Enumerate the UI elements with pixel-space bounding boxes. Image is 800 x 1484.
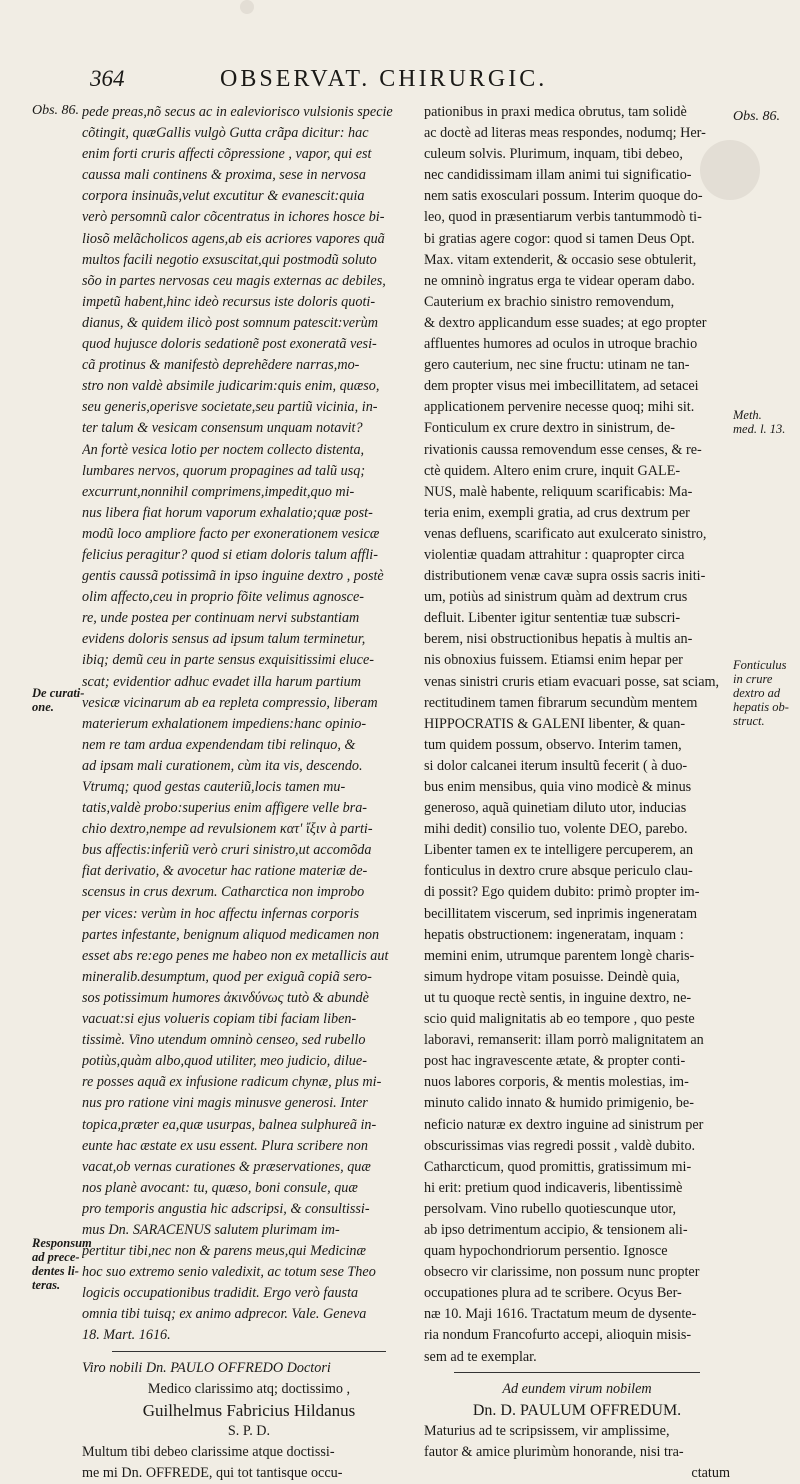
text-line: seu generis,operisve societate,seu partiũ vicinia, in- [82,399,378,416]
text-line: eunte hac æstate ex usu essent. Plura scribere non [82,1137,368,1154]
margin-note-responsum: Responsum ad prece- dentes li- teras. [32,1236,92,1292]
text-line: hi erit: pretium quod indicaveris, libentissimè [424,1179,683,1196]
text-line: felicius peragitur? quod si etiam doloris talum affli- [82,546,378,563]
text-line: impetũ habent,hinc ideò recursus iste doloris quoti- [82,293,376,310]
text-line: nus pro ratione vini magis minusve generosi. Inter [82,1095,368,1112]
text-line: nec candidissimam illam animi tui significatio- [424,167,692,184]
margin-note-obs-right: Obs. 86. [733,109,781,124]
text-line: obsecro vir clarissime, non possum nunc propter [424,1264,700,1281]
text-line: re posses aquã ex infusione radicum chynæ, plus mi- [82,1074,382,1091]
text-line: evidens doloris sensus ad ipsum talum terminetur, [82,631,366,648]
text-line: 18. Mart. 1616. [82,1327,171,1344]
text-line: ad ipsam mali curationem, cùm ita vis, descendo. [82,757,363,774]
text-line: sem ad te exemplar. [424,1348,537,1365]
margin-note-meth: Meth. med. l. 13. [733,408,786,436]
text-line: Maturius ad te scripsissem, vir amplissime, [424,1422,670,1439]
text-line: venas defluens, scarificato aut exulcerato sinistro, [424,525,707,542]
text-line: vesicæ vicinarum ab ea repleta compressio, liberam [82,694,378,711]
text-line: bi gratias agere cogor: quod si tamen Deus Opt. [424,230,695,247]
text-line: applicationem pervenire necesse quoq; mihi sit. [424,399,695,416]
text-line: occupationes plura ad te scribere. Ocyus Ber- [424,1285,682,1302]
text-line: fautor & amice plurimùm honorande, nisi tra- [424,1443,684,1460]
text-line: ut tu quoque rectè sentis, in inguine dextro, ne- [424,989,692,1006]
text-line: omnia tibi tuisq; ex animo adprecor. Vale. Geneva [82,1306,367,1323]
text-line: & dextro applicandum esse suades; at ego propter [424,314,707,331]
text-line: stro non valdè absimile judicarim:quis enim, quæso, [82,378,380,395]
right-column [424,102,730,1484]
text-line: hepatis obstructionem: ingeneratam, inquam : [424,926,684,943]
text-line: pro temporis angustia hic adscripsi, & consultissi- [82,1200,370,1217]
text-line: corpora insinuãs,velut excutitur & evanescit:quia [82,188,365,205]
text-line: modũ loco ampliore facto per exonerationem vesicæ [82,525,380,542]
text-line: persolvam. Vino rubello quotiescunque utor, [424,1200,677,1217]
text-line: nos planè avocant: tu, quæso, boni consule, quæ [82,1179,358,1196]
margin-note-de-curatione: De curati- one. [32,686,85,714]
text-line: Fonticulum ex crure dextro in sinistrum, de- [424,420,675,437]
text-line: re, unde postea per continuam nervi substantiam [82,610,360,627]
text-line: chio dextro,nempe ad revulsionem κατ' ἴξιν à parti- [82,821,373,838]
text-line: per vices: verùm in hoc affectu infernas corporis [82,905,359,922]
text-line: bus affectis:inferiũ verò cruri sinistro,ut accomõda [82,842,372,859]
text-line: memini enim, utrumque parentem longè charis- [424,947,695,964]
text-line: nis obnoxius fuissem. Etiamsi enim hepar per [424,652,683,669]
text-line: sos potissimum humores ἀκινδύνως tutò & abundè [82,989,369,1006]
divider [454,1372,700,1373]
margin-note-fonticulus: Fonticulus in crure dextro ad hepatis ob- struct. [733,658,789,728]
text-line: Cauterium ex brachio sinistro removendum, [424,293,675,310]
letter-heading-author: Guilhelmus Fabricius Hildanus [142,1400,356,1420]
text-line: neficio naturæ ex dextro inguine ad sinistrum per [424,1116,704,1133]
text-line: esset abs re:ego penes me habeo non ex metallicis aut [82,947,389,964]
text-line: si dolor calcanei iterum insultũ fecerit ( à duo- [424,757,688,774]
text-line: gero cauterium, nec sine fructu: utinam ne tan- [424,357,690,374]
text-line: verò persomnũ calor cõcentratus in ichores hosce bi- [82,209,385,226]
text-line: pertitur tibi,nec non & parens meus,qui Medicinæ [82,1243,366,1260]
text-line: logicis occupationibus tradidit. Ergo verò fausta [82,1285,359,1302]
divider [112,1351,386,1352]
text-line: minuto calido innato & humido primigenio, be- [424,1095,694,1112]
text-line: olim affecto,ceu in proprio fõite velimus agnosce- [82,589,364,606]
text-line: venas sinistri cruris etiam evacuari posse, sat sciam, [424,673,720,690]
text-line: ria nondum Francofurto accepi, alioquin misis- [424,1327,692,1344]
text-line: caussa mali continens & proxima, sese in nervosa [82,167,366,184]
left-column [82,102,416,1484]
text-line: materierum exhalationem impediens:hanc opinio- [82,715,367,732]
text-line: fonticulus in dextro crure absque periculo clau- [424,863,693,880]
text-line: næ 10. Maji 1616. Tractatum meum de dysente- [424,1306,697,1323]
text-line: defluit. Libenter igitur sententiæ tuæ subscri- [424,610,681,627]
text-line: lumbares nervos, quorum propagines ad talũ usq; [82,462,366,479]
running-title: OBSERVAT. CHIRURGIC. [220,66,548,92]
text-line: post hac ingravescente ætate, & propter conti- [424,1053,686,1070]
text-line: Vtrumq; quod gestas cauteriũ,locis tamen mu- [82,779,346,795]
text-line: HIPPOCRATIS & GALENI libenter, & quan- [424,715,686,732]
text-line: ac doctè ad literas meas respondes, nodumq; Her- [424,125,706,142]
text-line: culeum solvis. Plurimum, inquam, tibi debeo, [424,146,683,163]
text-line: teria enim, exempli gratia, ad crus dextrum per [424,504,690,521]
text-line: ab ipso detrimentum accipio, & tensionem ali- [424,1221,688,1238]
text-line: scat; evidentior adhuc evadet illa harum partium [82,673,361,690]
text-line: nem re tam ardua expendendam tibi relinquo, & [82,736,356,753]
letter-heading-line: Dn. D. PAULUM OFFREDUM. [472,1401,682,1419]
text-line: berem, nisi obstructionibus hepatis à multis an- [424,631,693,648]
letter-heading-line: Medico clarissimo atq; doctissimo , [147,1380,351,1397]
text-line: rectitudinem tamen fibrarum secundùm mentem [424,694,698,711]
text-line: ctatum [691,1465,730,1481]
text-line: bus enim mensibus, quia vino modicè & minus [424,779,692,795]
ink-speck [240,0,254,14]
letter-heading-line: Ad eundem virum nobilem [502,1380,652,1397]
text-line: Libenter tamen ex te intelligere percuperem, an [424,842,694,859]
text-line: hoc suo extremo senio valedixit, ac totum sese Theo [82,1264,376,1281]
text-line: me mi Dn. OFFREDE, qui tot tantisque occu- [82,1465,343,1481]
text-line: becillitatem viscerum, sed inprimis ingeneratam [424,905,698,922]
text-line: ter talum & vesicam consensum unquam notavit? [82,420,363,437]
text-line: obscurissimas vias regredi possit , valdè dubito. [424,1137,696,1154]
text-line: dianus, & quidem ilicò post somnum patescit:verùm [82,314,378,331]
text-line: pede preas,nõ secus ac in ealeviorisco vulsionis specie [82,104,393,120]
text-line: partes infestante, benignum aliquod medicamen non [82,926,380,943]
text-line: tissimè. Vino utendum omninò censeo, sed rubello [82,1032,366,1049]
text-line: rivationis caussa removendum esse censes, & re- [424,441,702,458]
text-line: violentiæ quadam attrahitur : quapropter circa [424,546,685,563]
text-line: gentis caussã potissimã in ipso inguine dextro , postè [82,568,384,585]
text-line: scensus in crus dexrum. Catharctica non improbo [82,884,365,901]
text-line: nus libera fiat horum vaporum exhalatio;quæ post- [82,504,373,521]
text-line: cã protinus & manifestò deprehẽdere narras,mo- [82,357,360,374]
text-line: ne omninò ingratus erga te videar operam dabo. [424,272,695,289]
text-line: scio quid malignitatis ab eo tempore , quo peste [424,1011,695,1028]
text-line: ctè quidem. Altero enim crure, inquit GALE- [424,462,681,479]
text-line: tum quidem possum, observo. Interim tamen, [424,736,682,753]
letter-heading-salutation: S. P. D. [227,1422,271,1439]
text-line: pationibus in praxi medica obrutus, tam solidè [424,104,687,120]
text-line: tatis,valdè probo:superius enim affigere velle bra- [82,800,368,817]
text-line: An fortè vesica lotio per noctem collecto distenta, [82,441,365,458]
text-line: quod hujusce doloris sedationẽ post exoneratã vesi- [82,336,377,353]
text-line: NUS, malè habente, reliquum scarificabis: Ma- [424,483,693,500]
text-line: fiat derivatio, & avocetur hac ratione materiæ de- [82,863,368,880]
text-line: topica,præter ea,quæ usurpas, balnea sulphureã in- [82,1116,377,1133]
text-line: leo, quod in præsentiarum verbis tantummodò ti- [424,209,702,226]
text-line: dem propter visus mei imbecillitatem, ad setacei [424,378,699,395]
text-line: vacat,ob vernas curationes & præservationes, quæ [82,1158,371,1175]
text-line: laboravi, remanserit: illam porrò malignitatem an [424,1032,704,1049]
text-line: excurrunt,nonnihil comprimens,impedit,quo mi- [82,483,355,500]
text-line: mus Dn. SARACENUS salutem plurimam im- [82,1221,340,1238]
page-number: 364 [90,66,125,91]
text-line: potiùs,quàm albo,quod utiliter, meo judicio, dilue- [82,1053,367,1070]
text-line: di possit? Ego quidem dubito: primò propter im- [424,884,700,901]
text-line: generoso, aquã quinetiam diluto utor, inducias [424,800,687,817]
text-line: affluentes humores ad oculos in utroque brachio [424,336,698,353]
text-line: cõtingit, quæGallis vulgò Gutta crãpa dicitur: hac [82,125,369,142]
text-line: nem satis exosculari possum. Interim quoque do- [424,188,703,205]
text-line: ibiq; demũ ceu in parte sensus exquisitissimi eluce- [82,652,374,669]
text-line: multos facili negotio exsuscitat,qui postmodũ soluto [82,251,377,268]
text-line: quam hypochondriorum persentio. Ignosce [424,1243,668,1260]
letter-heading-line: Viro nobili Dn. PAULO OFFREDO Doctori [82,1359,331,1376]
text-line: nuos labores corporis, & mentis molestias, im- [424,1074,689,1091]
text-line: enim forti cruris affecti cõpressione , vapor, qui est [82,146,372,163]
text-line: um, potiùs ad sinistrum quàm ad dextrum crus [424,589,688,606]
text-line: Catharcticum, quod promittis, gratissimum mi- [424,1158,692,1175]
margin-note-obs-left: Obs. 86. [32,103,80,118]
text-line: Multum tibi debeo clarissime atque doctissi- [82,1443,335,1460]
text-line: simum hydrope vitam posuisse. Deindè quia, [424,968,680,985]
text-line: vacuat:si ejus volueris copiam tibi faciam liben- [82,1011,357,1028]
text-line: Max. vitam extenderit, & occasio sese obtulerit, [424,251,697,268]
text-line: mihi dedit) consilio tuo, volente DEO, parebo. [424,821,688,838]
text-line: distributionem venæ cavæ supra ossis sacris initi- [424,568,706,585]
text-line: mineralib.desumptum, quod per exiguã copiã sero- [82,968,372,985]
text-line: liosõ melãcholicos agens,ab eis acriores vapores quã [82,230,385,247]
text-line: sõo in partes nervosas ceu magis externas ac debiles, [82,272,386,289]
